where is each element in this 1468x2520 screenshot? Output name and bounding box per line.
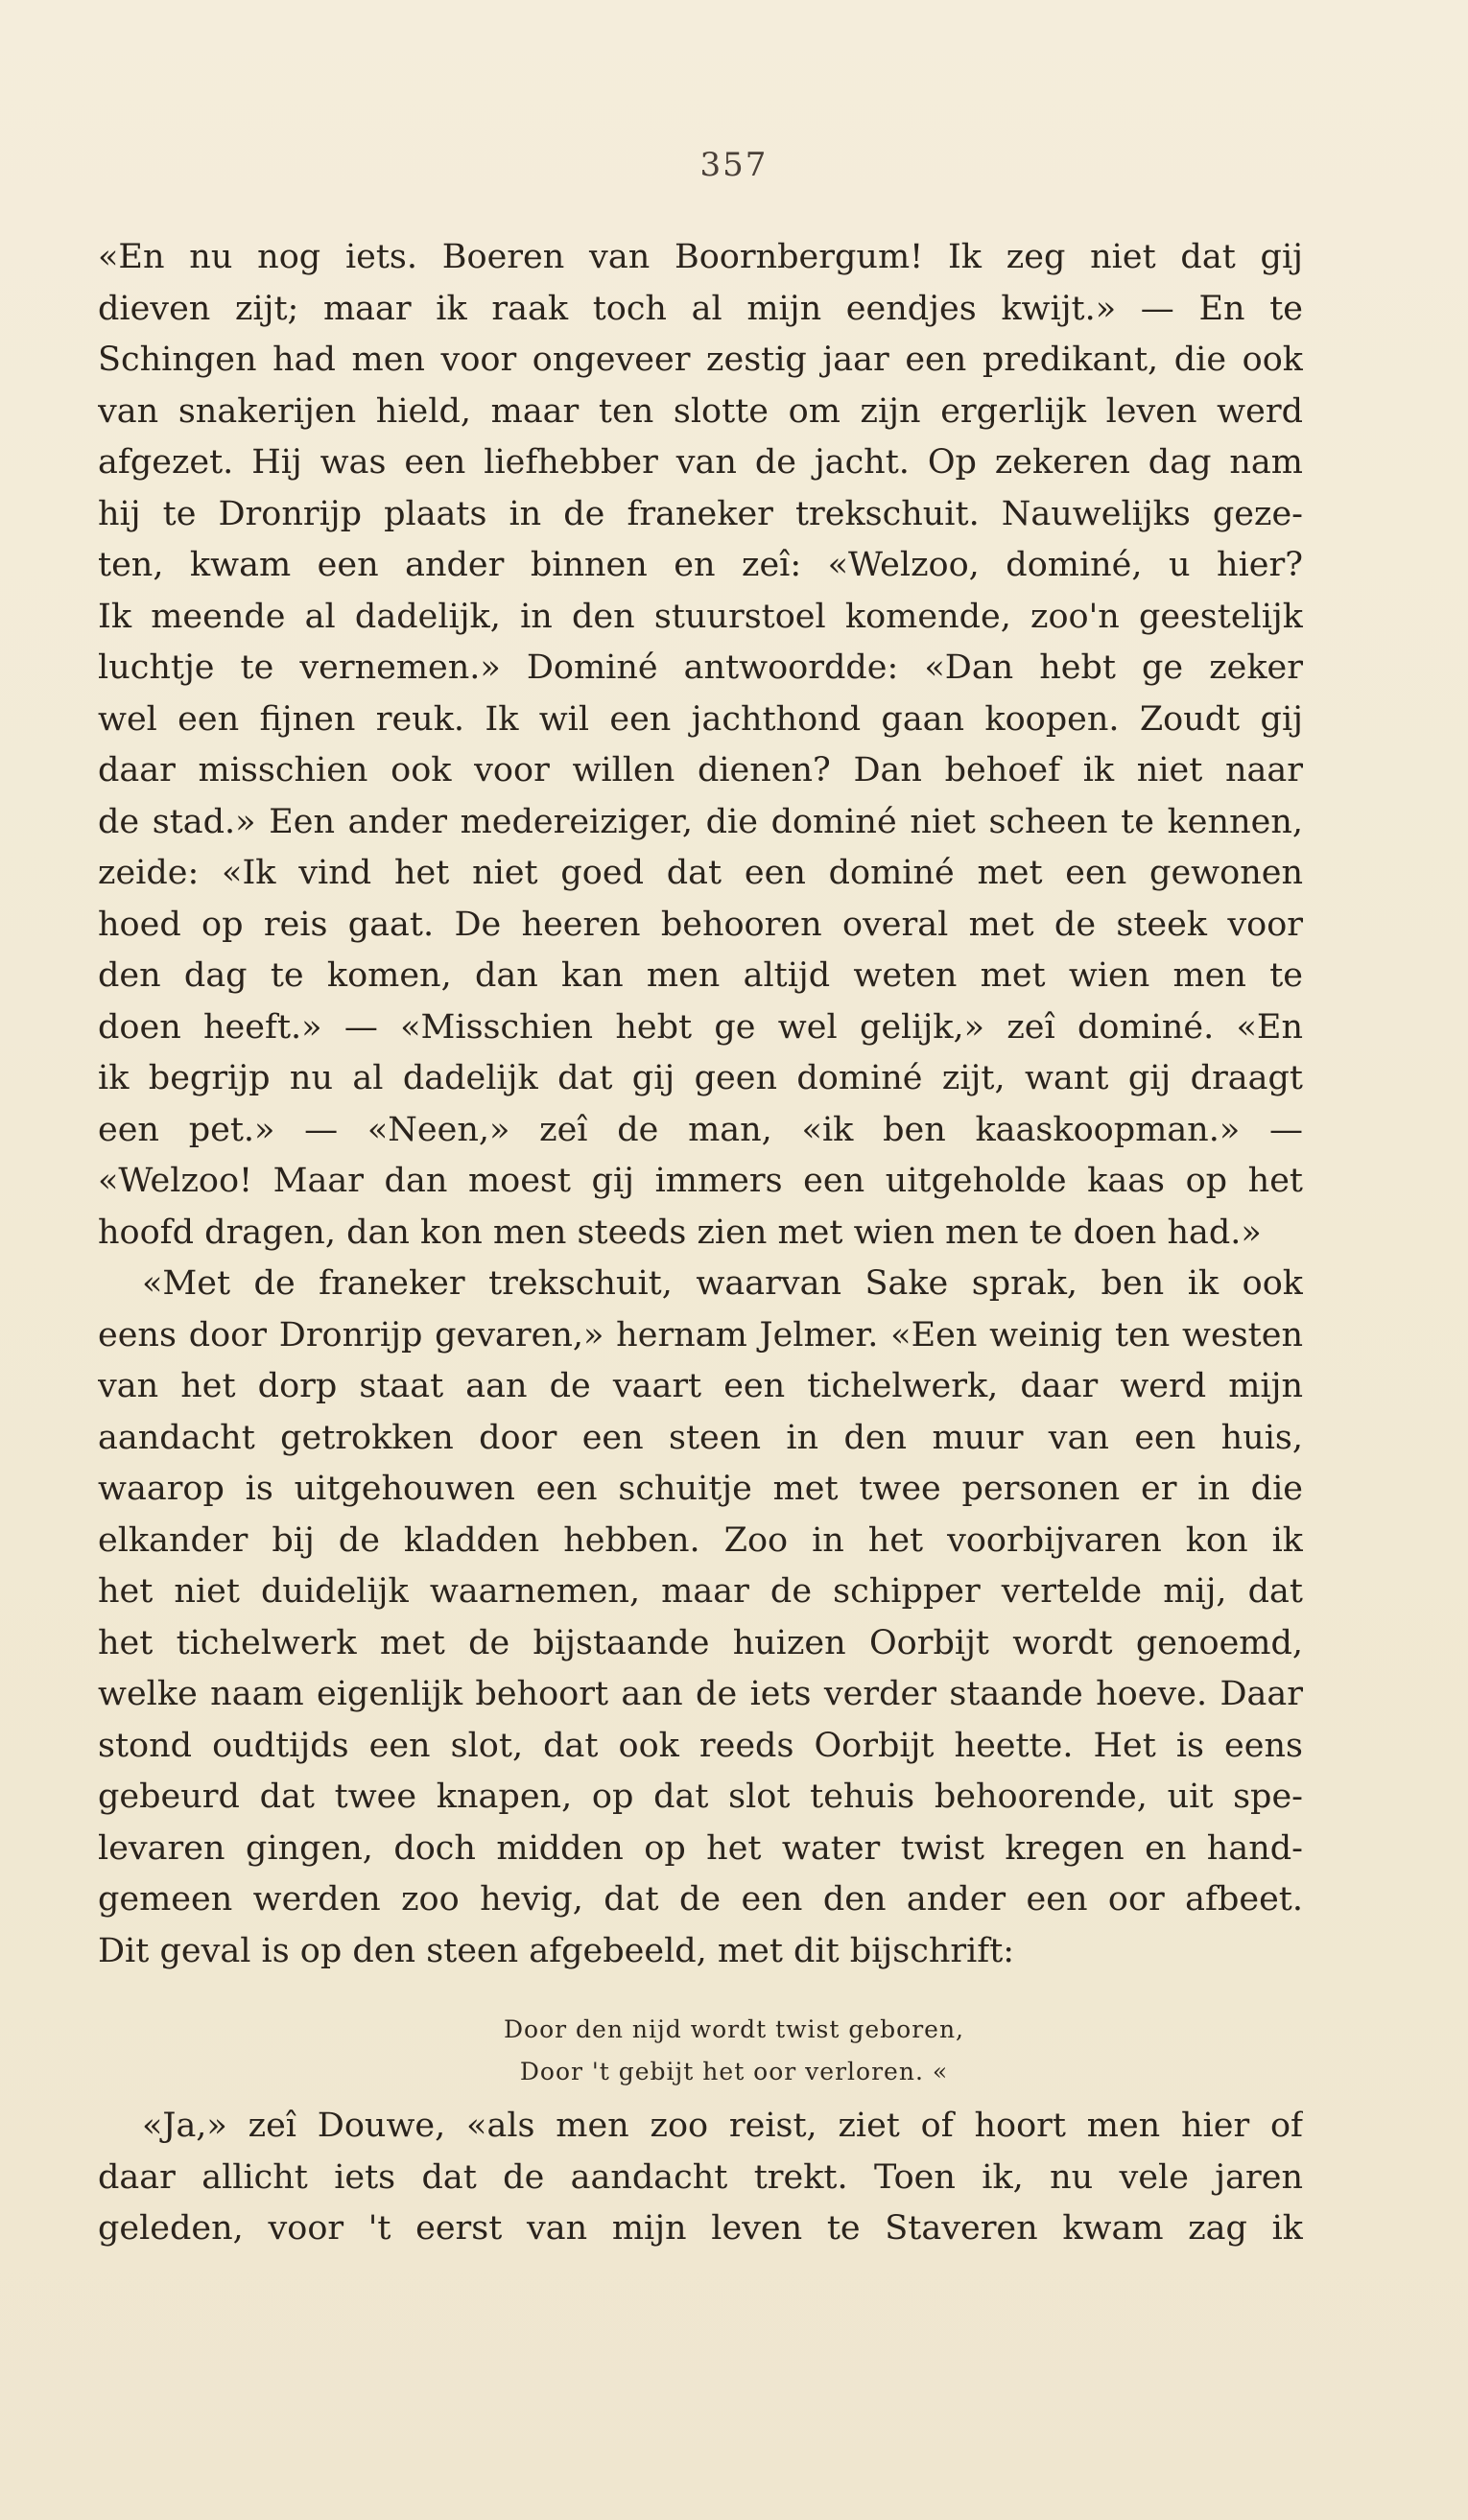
text-line: zeide: «Ik vind het niet goed dat een dominé met een gewonen: [98, 854, 1303, 892]
text-line: daar misschien ook voor willen dienen? Dan behoef ik niet naar: [98, 751, 1303, 789]
paragraph: [98, 1259, 1303, 1977]
text-line: waarop is uitgehouwen een schuitje met twee personen er in die: [98, 1470, 1303, 1508]
text-line: doen heeft.» — «Misschien hebt ge wel gelijk,» zeî dominé. «En: [98, 1007, 1303, 1047]
text-line: Schingen had men voor ongeveer zestig jaar een predikant, die ook: [98, 341, 1303, 379]
text-line: gemeen werden zoo hevig, dat de een den ander een oor afbeet.: [98, 1880, 1303, 1919]
verse-line: Door 't gebijt het oor verloren. «: [519, 2058, 949, 2085]
body-text-continued: [98, 2101, 1303, 2255]
text-line: het tichelwerk met de bijstaande huizen Oorbijt wordt genoemd,: [98, 1623, 1303, 1662]
text-line: wel een fijnen reuk. Ik wil een jachthond gaan koopen. Zoudt gij: [98, 699, 1303, 739]
text-line: «En nu nog iets. Boeren van Boornbergum! Ik zeg niet dat gij: [98, 238, 1303, 276]
text-line: luchtje te vernemen.» Dominé antwoordde: «Dan hebt ge zeker: [98, 648, 1303, 687]
text-line: hoed op reis gaat. De heeren behooren overal met de steek voor: [98, 905, 1303, 944]
body-text: [98, 232, 1303, 1977]
text-line: afgezet. Hij was een liefhebber van de jacht. Op zekeren dag nam: [98, 443, 1303, 482]
text-line: aandacht getrokken door een steen in den muur van een huis,: [98, 1418, 1303, 1457]
text-line: gebeurd dat twee knapen, op dat slot tehuis behoorende, uit spe-: [98, 1778, 1303, 1816]
text-line: den dag te komen, dan kan men altijd weten met wien men te: [98, 956, 1303, 995]
page-number: 357: [699, 146, 769, 184]
text-line: «Ja,» zeî Douwe, «als men zoo reist, ziet of hoort men hier of: [142, 2107, 1303, 2145]
text-line: stond oudtijds een slot, dat ook reeds Oorbijt heette. Het is eens: [98, 1726, 1303, 1765]
verse-line: Door den nijd wordt twist geboren,: [504, 2015, 964, 2043]
text-line: ten, kwam een ander binnen en zeî: «Welzoo, dominé, u hier?: [98, 546, 1303, 584]
text-line: levaren gingen, doch midden op het water twist kregen en hand-: [98, 1828, 1303, 1868]
text-line: geleden, voor 't eerst van mijn leven te Staveren kwam zag ik: [98, 2209, 1303, 2248]
text-line: «Met de franeker trekschuit, waarvan Sake sprak, ben ik ook: [142, 1264, 1303, 1303]
text-line: hoofd dragen, dan kon men steeds zien met wien men te doen had.»: [98, 1213, 1262, 1252]
text-line: Ik meende al dadelijk, in den stuurstoel komende, zoo'n geestelijk: [98, 597, 1303, 636]
text-line: daar allicht iets dat de aandacht trekt. Toen ik, nu vele jaren: [98, 2157, 1303, 2197]
text-line: ik begrijp nu al dadelijk dat gij geen dominé zijt, want gij draagt: [98, 1059, 1303, 1097]
text-line: het niet duidelijk waarnemen, maar de schipper vertelde mij, dat: [98, 1572, 1303, 1611]
paragraph: [98, 232, 1303, 1259]
text-line: eens door Dronrijp gevaren,» hernam Jelmer. «Een weinig ten westen: [98, 1315, 1303, 1354]
text-line: een pet.» — «Neen,» zeî de man, «ik ben kaaskoopman.» —: [98, 1110, 1303, 1149]
text-line: Dit geval is op den steen afgebeeld, met dit bijschrift:: [98, 1931, 1015, 1970]
paragraph: [98, 2101, 1303, 2255]
text-line: hij te Dronrijp plaats in de franeker trekschuit. Nauwelijks geze-: [98, 494, 1303, 533]
text-line: de stad.» Een ander medereiziger, die dominé niet scheen te kennen,: [98, 802, 1303, 841]
text-line: «Welzoo! Maar dan moest gij immers een uitgeholde kaas op het: [98, 1162, 1303, 1200]
text-line: van het dorp staat aan de vaart een tichelwerk, daar werd mijn: [98, 1367, 1303, 1405]
verse-inscription: [0, 2009, 1468, 2093]
text-line: dieven zijt; maar ik raak toch al mijn eendjes kwijt.» — En te: [98, 289, 1303, 328]
text-line: van snakerijen hield, maar ten slotte om zijn ergerlijk leven werd: [98, 391, 1303, 431]
text-line: elkander bij de kladden hebben. Zoo in het voorbijvaren kon ik: [98, 1520, 1303, 1560]
text-line: welke naam eigenlijk behoort aan de iets verder staande hoeve. Daar: [98, 1675, 1303, 1713]
